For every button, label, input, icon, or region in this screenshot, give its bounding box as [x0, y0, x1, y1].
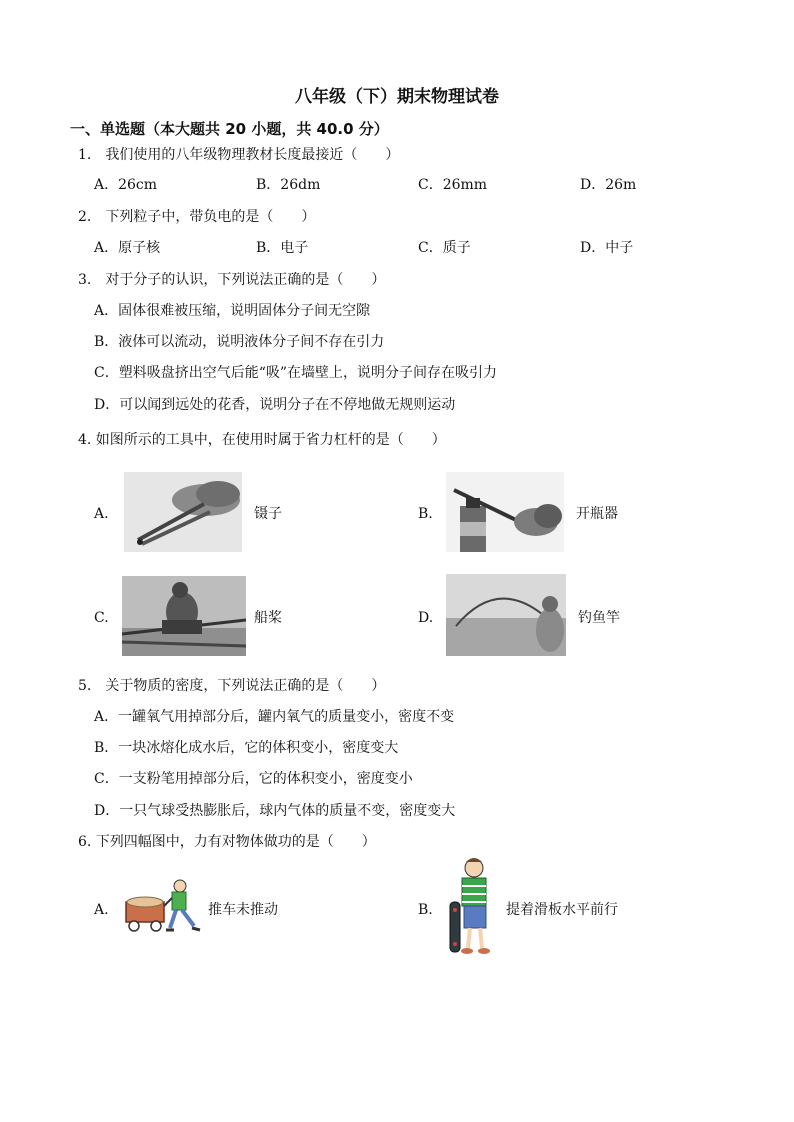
question-3-option-d: D．可以闻到远处的花香，说明分子在不停地做无规则运动	[94, 397, 456, 413]
question-6-option-a-letter: A.	[94, 902, 109, 918]
question-5-option-a: A．一罐氧气用掉部分后，罐内氧气的质量变小，密度不变	[94, 709, 455, 725]
question-2-option-d: D．中子	[580, 240, 634, 256]
question-4-option-c-letter: C.	[94, 610, 109, 626]
tweezers-photo	[124, 472, 242, 552]
bottle-opener-photo	[446, 472, 564, 552]
push-cart-illustration	[122, 876, 204, 936]
section-heading: 一、单选题（本大题共 20 小题，共 40.0 分）	[70, 120, 389, 138]
question-6-option-a-caption: 推车未推动	[208, 902, 278, 918]
question-3-option-b: B．液体可以流动，说明液体分子间不存在引力	[94, 334, 385, 350]
question-4-option-a-caption: 镊子	[254, 506, 282, 522]
question-5-stem: 5. 关于物质的密度，下列说法正确的是（ ）	[78, 678, 386, 694]
question-2-option-b: B．电子	[256, 240, 309, 256]
question-4-option-b-caption: 开瓶器	[576, 506, 618, 522]
question-1-stem: 1. 我们使用的八年级物理教材长度最接近（ ）	[78, 147, 400, 163]
question-1-option-b: B．26dm	[256, 177, 321, 193]
question-4-option-a-letter: A.	[94, 506, 109, 522]
question-2-option-a: A．原子核	[94, 240, 161, 256]
question-5-option-c: C．一支粉笔用掉部分后，它的体积变小，密度变小	[94, 771, 413, 787]
question-4-option-b-letter: B.	[418, 506, 433, 522]
skateboard-carrier-illustration	[446, 856, 498, 958]
question-6-option-b-letter: B.	[418, 902, 433, 918]
question-1-option-a: A．26cm	[94, 177, 158, 193]
question-6-stem: 6. 下列四幅图中，力有对物体做功的是（ ）	[78, 834, 376, 850]
question-2-option-c: C．质子	[418, 240, 471, 256]
question-3-stem: 3. 对于分子的认识，下列说法正确的是（ ）	[78, 272, 386, 288]
question-1-option-d: D．26m	[580, 177, 637, 193]
question-5-option-b: B．一块冰熔化成水后，它的体积变小，密度变大	[94, 740, 399, 756]
question-4-option-d-caption: 钓鱼竿	[578, 610, 620, 626]
question-4-option-c-caption: 船桨	[254, 610, 282, 626]
question-5-option-d: D．一只气球受热膨胀后，球内气体的质量不变，密度变大	[94, 803, 456, 819]
fishing-rod-photo	[446, 574, 566, 656]
rowing-oar-photo	[122, 576, 246, 656]
question-2-stem: 2. 下列粒子中，带负电的是（ ）	[78, 209, 316, 225]
question-1-option-c: C．26mm	[418, 177, 488, 193]
page-title: 八年级（下）期末物理试卷	[295, 87, 499, 107]
question-6-option-b-caption: 提着滑板水平前行	[506, 902, 618, 918]
question-3-option-a: A．固体很难被压缩，说明固体分子间无空隙	[94, 303, 371, 319]
question-3-option-c: C．塑料吸盘挤出空气后能“吸”在墙壁上，说明分子间存在吸引力	[94, 365, 498, 381]
question-4-stem: 4. 如图所示的工具中，在使用时属于省力杠杆的是（ ）	[78, 432, 446, 448]
question-4-option-d-letter: D.	[418, 610, 434, 626]
